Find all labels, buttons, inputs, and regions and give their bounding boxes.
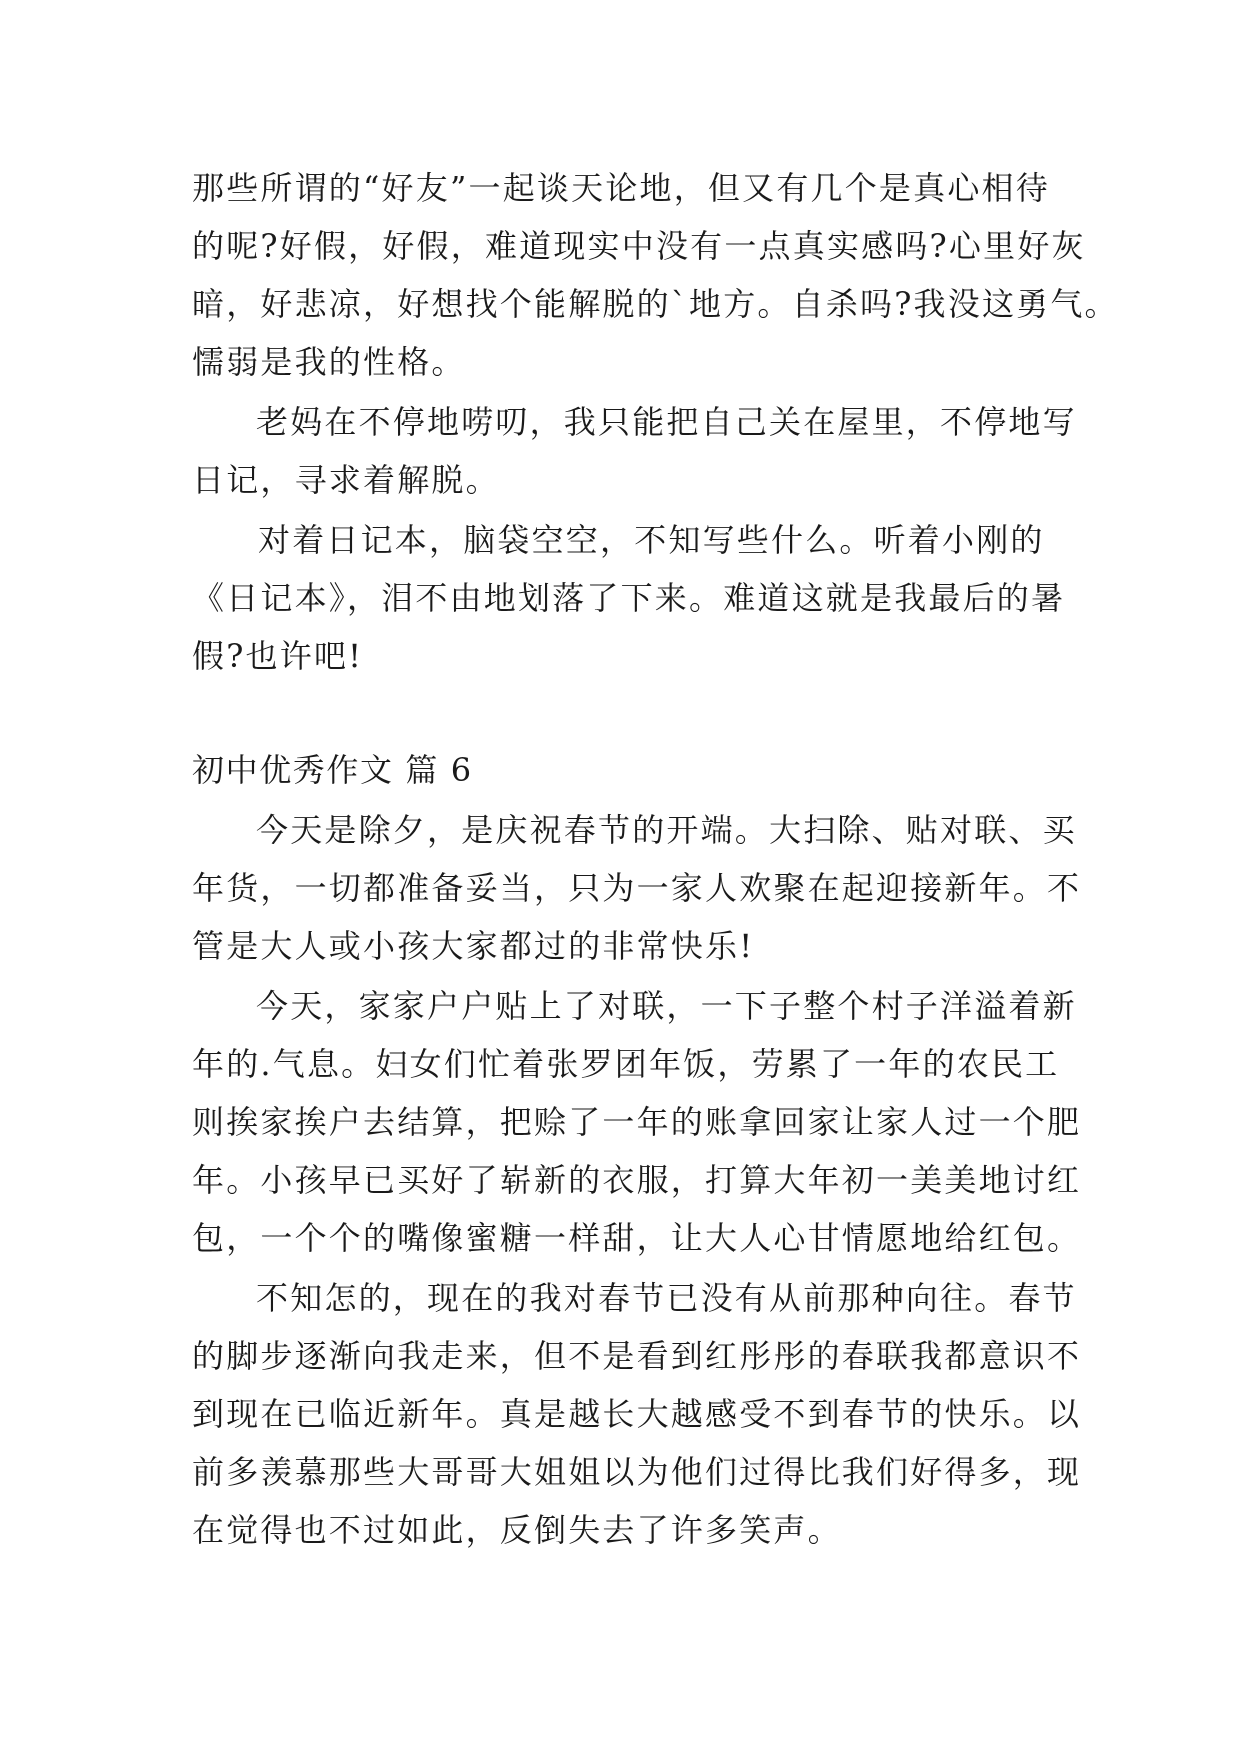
text-line: 包，一个个的嘴像蜜糖一样甜，让大人心甘情愿地给红包。 — [192, 1219, 1082, 1257]
text-line: 则挨家挨户去结算，把赊了一年的账拿回家让家人过一个肥 — [192, 1103, 1082, 1141]
text-line: 年货，一切都准备妥当，只为一家人欢聚在起迎接新年。不 — [192, 869, 1082, 907]
text-line: 年。小孩早已买好了崭新的衣服，打算大年初一美美地讨红 — [192, 1161, 1082, 1199]
text-line: 日记，寻求着解脱。 — [192, 461, 500, 499]
text-line: 年的.气息。妇女们忙着张罗团年饭，劳累了一年的农民工 — [192, 1045, 1060, 1083]
text-line: 的脚步逐渐向我走来，但不是看到红彤彤的春联我都意识不 — [192, 1337, 1082, 1375]
text-line: 前多羡慕那些大哥哥大姐姐以为他们过得比我们好得多，现 — [192, 1453, 1082, 1491]
text-line: 假?也许吧! — [192, 637, 364, 675]
text-line: 在觉得也不过如此，反倒失去了许多笑声。 — [192, 1511, 842, 1549]
text-line: 的呢?好假，好假，难道现实中没有一点真实感吗?心里好灰 — [192, 227, 1086, 265]
paragraph-first-line: 老妈在不停地唠叨，我只能把自己关在屋里，不停地写 — [256, 403, 1077, 441]
text-line: 管是大人或小孩大家都过的非常快乐! — [192, 927, 755, 965]
paragraph-first-line: 今天是除夕，是庆祝春节的开端。大扫除、贴对联、买 — [256, 811, 1077, 849]
text-line: 《日记本》，泪不由地划落了下来。难道这就是我最后的暑 — [192, 579, 1066, 617]
text-line: 那些所谓的“好友”一起谈天论地，但又有几个是真心相待 — [192, 169, 1050, 207]
paragraph-first-line: 不知怎的，现在的我对春节已没有从前那种向往。春节 — [256, 1279, 1077, 1317]
paragraph-first-line: 今天，家家户户贴上了对联，一下子整个村子洋溢着新 — [256, 987, 1077, 1025]
paragraph-first-line: 对着日记本，脑袋空空，不知写些什么。听着小刚的 — [258, 521, 1045, 559]
text-line: 暗，好悲凉，好想找个能解脱的`地方。自杀吗?我没这勇气。 — [192, 285, 1119, 323]
text-line: 到现在已临近新年。真是越长大越感受不到春节的快乐。以 — [192, 1395, 1082, 1433]
section-heading: 初中优秀作文 篇 6 — [192, 751, 473, 789]
text-line: 懦弱是我的性格。 — [192, 343, 466, 381]
